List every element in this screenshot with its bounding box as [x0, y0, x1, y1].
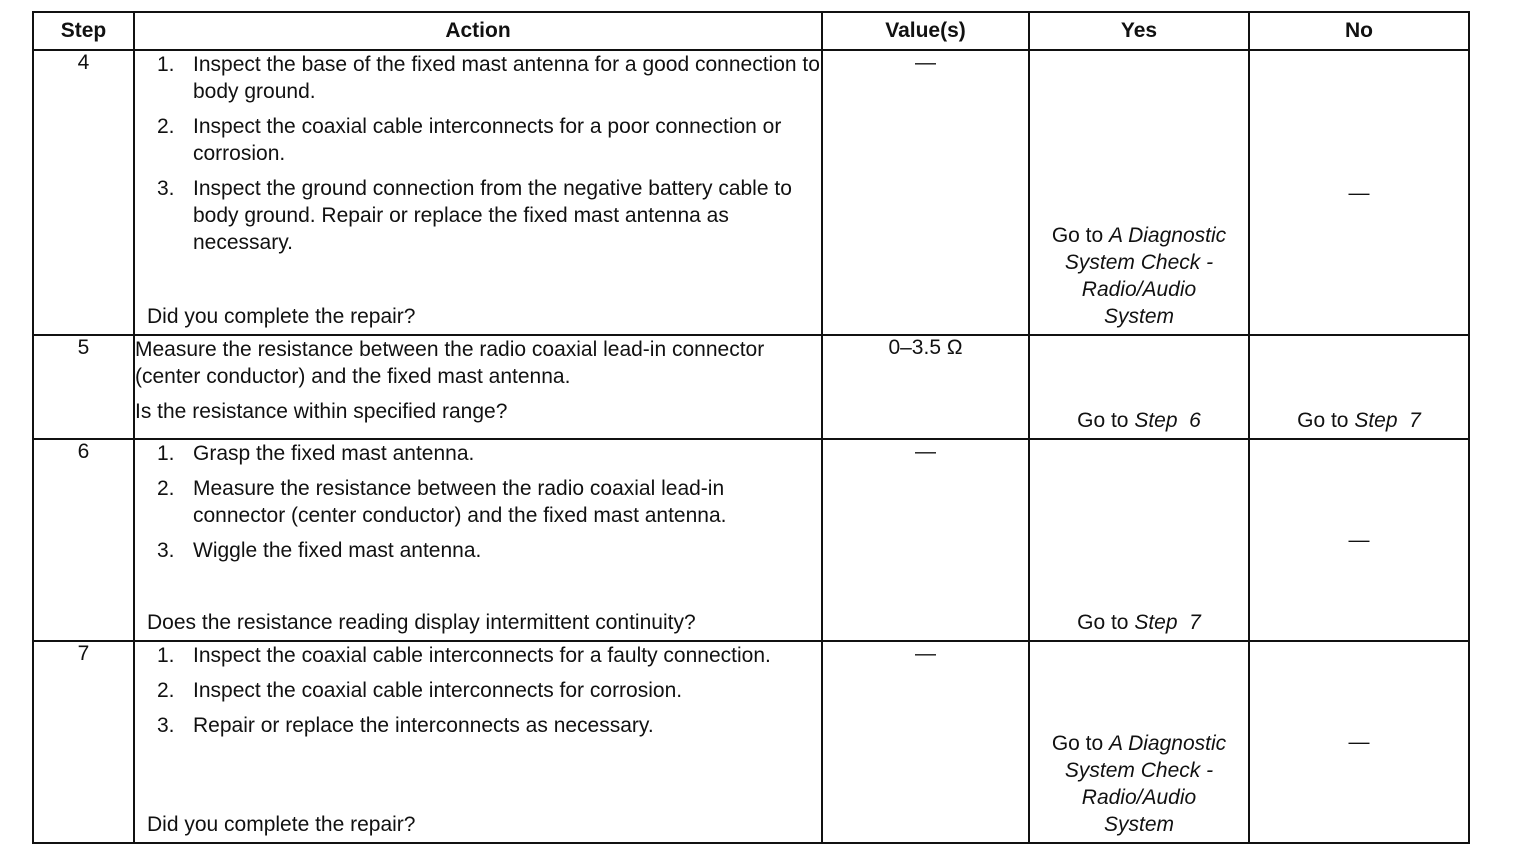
list-item: 2. Measure the resistance between the radio coaxial lead-in connector (center conductor) and the fixed mast antenna.	[157, 477, 727, 527]
action-list	[135, 51, 821, 256]
no-cell: —	[1249, 641, 1469, 843]
step-number: 6	[33, 439, 134, 641]
list-item: 1. Inspect the coaxial cable interconnects for a faulty connection.	[157, 644, 771, 667]
table-row	[33, 641, 1469, 843]
list-item: 3. Inspect the ground connection from the negative battery cable to body ground. Repair or replace the fixed mast antenna as necessary.	[157, 177, 792, 254]
action-list	[135, 642, 821, 739]
yes-cell: Go to Step 6	[1029, 335, 1249, 439]
action-text: Measure the resistance between the radio coaxial lead-in connector (center conductor) and the fixed mast antenna.	[135, 338, 765, 388]
list-item: 3. Repair or replace the interconnects as necessary.	[157, 714, 654, 737]
list-item: 1. Inspect the base of the fixed mast antenna for a good connection to body ground.	[157, 53, 820, 103]
action-question: Did you complete the repair?	[147, 813, 416, 836]
header-values: Value(s)	[822, 12, 1029, 50]
yes-link[interactable]: A Diagnostic System Check - Radio/Audio System	[1064, 732, 1227, 836]
header-row	[33, 12, 1469, 50]
yes-link[interactable]: Step 7	[1134, 611, 1201, 634]
no-cell: Go to Step 7	[1249, 335, 1469, 439]
diagnostic-table	[32, 11, 1470, 844]
list-item: 1. Grasp the fixed mast antenna.	[157, 442, 475, 465]
yes-link[interactable]: A Diagnostic System Check - Radio/Audio System	[1064, 224, 1227, 328]
list-item: 3. Wiggle the fixed mast antenna.	[157, 539, 482, 562]
action-question: Did you complete the repair?	[147, 305, 416, 328]
no-link[interactable]: Step 7	[1354, 409, 1421, 432]
value-cell: —	[822, 641, 1029, 843]
table-row	[33, 439, 1469, 641]
list-item: 2. Inspect the coaxial cable interconnects for a poor connection or corrosion.	[157, 115, 782, 165]
yes-link[interactable]: Step 6	[1134, 409, 1201, 432]
action-cell	[134, 439, 822, 641]
header-step: Step	[33, 12, 134, 50]
header-no: No	[1249, 12, 1469, 50]
action-question: Does the resistance reading display intermittent continuity?	[147, 611, 696, 634]
header-yes: Yes	[1029, 12, 1249, 50]
no-cell: —	[1249, 439, 1469, 641]
step-number: 4	[33, 50, 134, 335]
header-action: Action	[134, 12, 822, 50]
action-list	[135, 440, 821, 564]
yes-cell: Go to A Diagnostic System Check - Radio/Audio System	[1029, 50, 1249, 335]
table-row	[33, 50, 1469, 335]
step-number: 7	[33, 641, 134, 843]
list-item: 2. Inspect the coaxial cable interconnects for corrosion.	[157, 679, 683, 702]
action-question: Is the resistance within specified range?	[135, 400, 508, 423]
value-cell: —	[822, 439, 1029, 641]
value-cell: 0–3.5 Ω	[822, 335, 1029, 439]
table-row	[33, 335, 1469, 439]
action-cell	[134, 335, 822, 439]
action-cell	[134, 641, 822, 843]
no-cell: —	[1249, 50, 1469, 335]
yes-cell: Go to A Diagnostic System Check - Radio/Audio System	[1029, 641, 1249, 843]
yes-cell: Go to Step 7	[1029, 439, 1249, 641]
action-cell	[134, 50, 822, 335]
value-cell: —	[822, 50, 1029, 335]
step-number: 5	[33, 335, 134, 439]
